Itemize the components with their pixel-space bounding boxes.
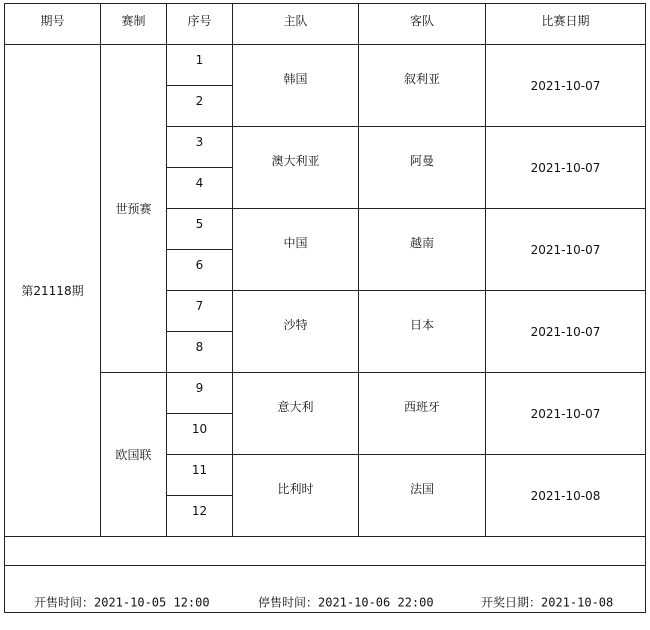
home-team-cell: 意大利 — [233, 373, 359, 455]
home-team-cell: 比利时 — [233, 455, 359, 537]
schedule-table — [4, 3, 646, 613]
header-home: 主队 — [233, 4, 359, 45]
seq-cell: 9 — [167, 373, 233, 414]
away-team-cell: 叙利亚 — [359, 45, 486, 127]
footer-cell — [5, 566, 646, 613]
home-team-cell: 中国 — [233, 209, 359, 291]
table-row — [5, 373, 646, 414]
sale-start-text: 开售时间：2021-10-05 12:00 — [34, 595, 210, 610]
home-team-cell: 沙特 — [233, 291, 359, 373]
footer-row — [5, 566, 646, 613]
home-team-cell: 韩国 — [233, 45, 359, 127]
header-date: 比赛日期 — [486, 4, 646, 45]
sale-end-text: 停售时间：2021-10-06 22:00 — [258, 595, 434, 610]
away-team-cell: 法国 — [359, 455, 486, 537]
seq-cell: 7 — [167, 291, 233, 332]
match-date-cell: 2021-10-07 — [486, 127, 646, 209]
seq-cell: 6 — [167, 250, 233, 291]
seq-cell: 8 — [167, 332, 233, 373]
away-team-cell: 日本 — [359, 291, 486, 373]
away-team-cell: 阿曼 — [359, 127, 486, 209]
seq-cell: 3 — [167, 127, 233, 168]
header-competition: 赛制 — [101, 4, 167, 45]
spacer-row — [5, 537, 646, 566]
table-row — [5, 45, 646, 86]
spacer-cell — [5, 537, 646, 566]
match-date-cell: 2021-10-07 — [486, 45, 646, 127]
competition-cell: 世预赛 — [101, 45, 167, 373]
seq-cell: 5 — [167, 209, 233, 250]
seq-cell: 11 — [167, 455, 233, 496]
match-date-cell: 2021-10-07 — [486, 373, 646, 455]
away-team-cell: 越南 — [359, 209, 486, 291]
match-date-cell: 2021-10-07 — [486, 209, 646, 291]
seq-cell: 1 — [167, 45, 233, 86]
seq-cell: 10 — [167, 414, 233, 455]
match-date-cell: 2021-10-07 — [486, 291, 646, 373]
header-period: 期号 — [5, 4, 101, 45]
seq-cell: 4 — [167, 168, 233, 209]
draw-date-text: 开奖日期：2021-10-08 — [481, 595, 614, 610]
header-row — [5, 4, 646, 45]
seq-cell: 2 — [167, 86, 233, 127]
home-team-cell: 澳大利亚 — [233, 127, 359, 209]
competition-cell: 欧国联 — [101, 373, 167, 537]
header-away: 客队 — [359, 4, 486, 45]
seq-cell: 12 — [167, 496, 233, 537]
away-team-cell: 西班牙 — [359, 373, 486, 455]
match-date-cell: 2021-10-08 — [486, 455, 646, 537]
period-cell: 第21118期 — [5, 45, 101, 537]
header-seq: 序号 — [167, 4, 233, 45]
